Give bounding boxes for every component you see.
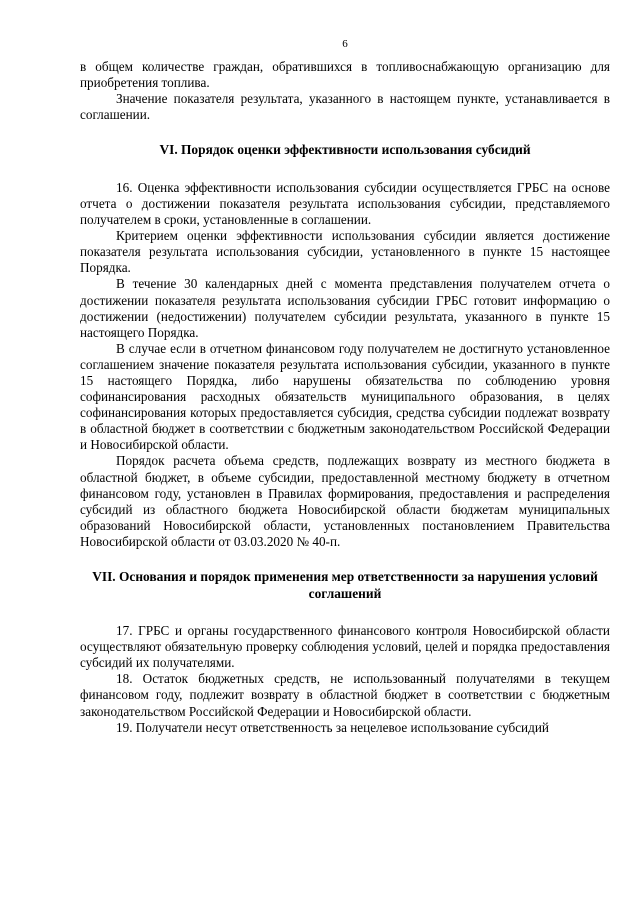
intro-paragraph-1: в общем количестве граждан, обратившихся в топливоснабжающую организацию для приобретения топлива. <box>80 59 610 91</box>
section-7-paragraph-18: 18. Остаток бюджетных средств, не использованный получателями в текущем финансовом году, подлежит возврату в областной бюджет в соответствии с бюджетным законодательством Российской Федерации и Новосибирской области. <box>80 671 610 719</box>
document-page <box>80 0 610 905</box>
section-6-body <box>80 180 610 550</box>
intro-paragraph-2: Значение показателя результата, указанного в настоящем пункте, устанавливается в соглашении. <box>80 91 610 123</box>
section-6-paragraph-30-days: В течение 30 календарных дней с момента представления получателем отчета о достижении показателя результата использования субсидии ГРБС готовит информацию о достижении (недостижении) получателем субсидии результата, указанного в пункте 15 настоящего Порядка. <box>80 276 610 340</box>
section-6-paragraph-not-achieved: В случае если в отчетном финансовом году получателем не достигнуто установленное соглашением значение показателя результата использования субсидии, указанного в пункте 15 настоящего Порядка, либо нарушены обязательства по соблюдению уровня софинансирования расходных обязательств муниципального образования, в целях софинансирования которых предоставляется субсидия, средства субсидии подлежат возврату в областной бюджет в соответствии с бюджетным законодательством Российской Федерации и Новосибирской области. <box>80 340 610 453</box>
section-6-paragraph-criterion: Критерием оценки эффективности использования субсидии является достижение показателя результата использования субсидии, установленного в пункте 15 настоящее Порядка. <box>80 228 610 276</box>
document-body <box>80 59 610 736</box>
section-6-paragraph-refund-calculation: Порядок расчета объема средств, подлежащих возврату из местного бюджета в областной бюджет, в объеме субсидии, предоставленной местному бюджету в отчетном финансовом году, установлен в Правилах формирования, предоставления и распределения субсидий из областного бюджета Новосибирской области бюджетам муниципальных образований Новосибирской области, установленных постановлением Правительства Новосибирской области от 03.03.2020 № 40-п. <box>80 453 610 549</box>
section-7-paragraph-19: 19. Получатели несут ответственность за нецелевое использование субсидий <box>116 719 549 735</box>
section-7-paragraph-17: 17. ГРБС и органы государственного финансового контроля Новосибирской области осуществляют обязательную проверку соблюдения условий, целей и порядка предоставления субсидий их получателями. <box>80 623 610 671</box>
section-7-heading: VII. Основания и порядок применения мер ответственности за нарушения условий соглашений <box>92 569 598 601</box>
section-7-body <box>80 623 610 736</box>
section-6-paragraph-16: 16. Оценка эффективности использования субсидии осуществляется ГРБС на основе отчета о достижении показателя результата использования субсидии, представляемого получателем в сроки, установленные в соглашении. <box>80 179 610 228</box>
section-6-heading: VI. Порядок оценки эффективности использования субсидий <box>159 142 531 158</box>
page-number: 6 <box>342 38 348 50</box>
